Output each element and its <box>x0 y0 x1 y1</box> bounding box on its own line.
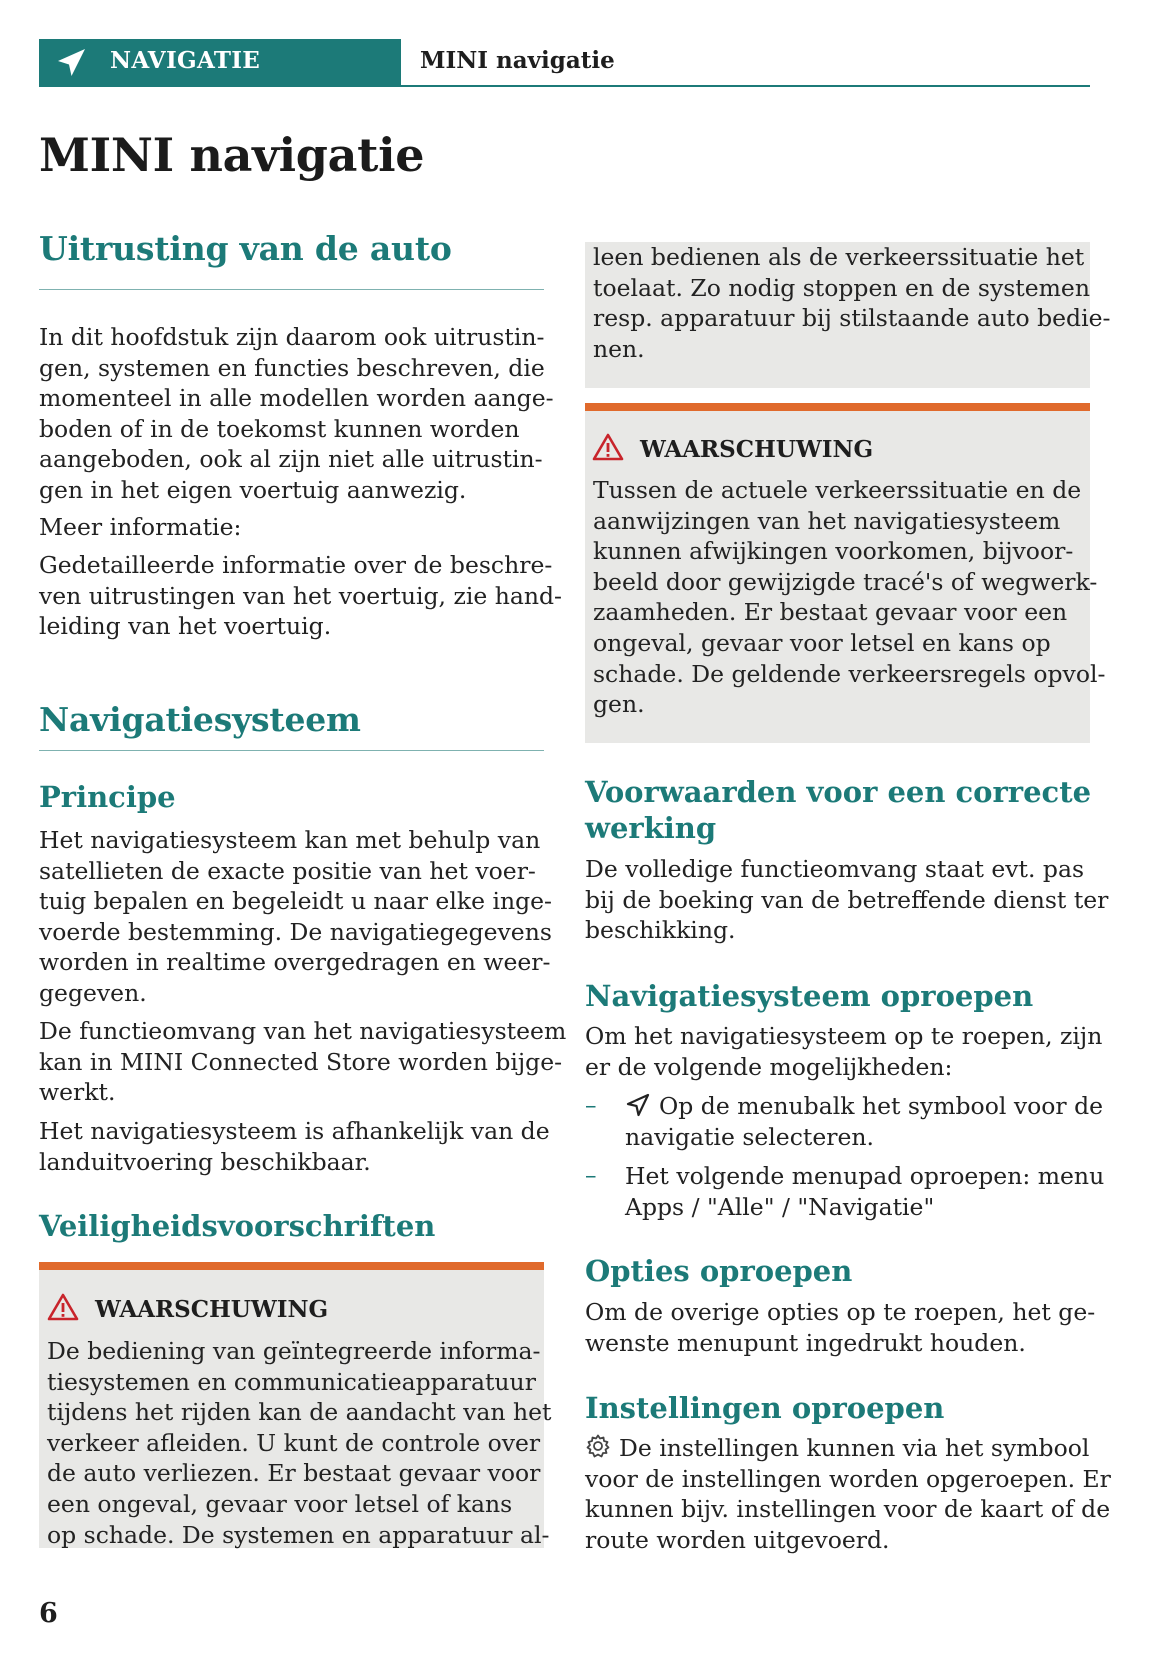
heading-navigatiesysteem: Navigatiesysteem <box>39 700 361 739</box>
paragraph-instellingen: De instellingen kunnen via het symbool voor de instellingen worden opgeroepen. Er kunnen bijv. instellingen voor de kaart of de route worden uitgevoerd. <box>585 1434 1111 1554</box>
heading-uitrusting: Uitrusting van de auto <box>39 229 452 268</box>
warning-title: WAARSCHUWING <box>95 1296 329 1323</box>
heading-rule <box>39 750 544 751</box>
heading-principe: Principe <box>39 780 176 814</box>
warning-title: WAARSCHUWING <box>640 436 874 463</box>
page-number: 6 <box>39 1598 58 1629</box>
paragraph-uitrusting: In dit hoofdstuk zijn daarom ook uitrustin- gen, systemen en functies beschreven, die momenteel in alle modellen worden aange- boden of in de toekomst kunnen worden aangeboden, ook al zijn niet alle uitrustin- gen in het eigen voertuig aanwezig. <box>39 323 554 504</box>
header-section-label: NAVIGATIE <box>110 47 261 74</box>
paragraph-opties: Om de overige opties op te roepen, het ge- wenste menupunt ingedrukt houden. <box>585 1298 1096 1357</box>
paragraph-gedetailleerd: Gedetailleerde informatie over de beschre- ven uitrustingen van het voertuig, zie hand- leiding van het voertuig. <box>39 551 562 641</box>
warning-text: Tussen de actuele verkeerssituatie en de aanwijzingen van het navigatiesysteem kunnen afwijkingen voorkomen, bijvoor- beeld door gewijzigde tracé's of wegwerk- zaamheden. Er bestaat gevaar voor een ongeval, gevaar voor letsel en kans op schade. De geldende verkeersregels opvol- gen. <box>593 476 1106 719</box>
list-bullet-dash: – <box>585 1163 597 1189</box>
warning-bar <box>39 1262 544 1270</box>
header-rule <box>401 85 1090 87</box>
paragraph-meer-informatie: Meer informatie: <box>39 513 242 541</box>
heading-voorwaarden: Voorwaarden voor een correcte werking <box>585 775 1092 845</box>
paragraph-voorwaarden: De volledige functieomvang staat evt. pas bij de boeking van de betreffende dienst ter beschikking. <box>585 855 1109 945</box>
navigation-arrow-icon <box>54 46 88 80</box>
heading-instellingen-oproepen: Instellingen oproepen <box>585 1391 945 1425</box>
list-item: Op de menubalk het symbool voor de navigatie selecteren. <box>625 1092 1104 1151</box>
heading-veiligheidsvoorschriften: Veiligheidsvoorschriften <box>39 1209 436 1243</box>
page-title: MINI navigatie <box>39 128 425 182</box>
warning-text: De bediening van geïntegreerde informa- tiesystemen en communicatieapparatuur tijdens het rijden kan de aandacht van het verkeer afleiden. U kunt de controle over de auto verliezen. Er bestaat gevaar voor een ongeval, gevaar voor letsel of kans op schade. De systemen en apparatuur al- <box>47 1337 552 1549</box>
paragraph-oproepen: Om het navigatiesysteem op te roepen, zijn er de volgende mogelijkheden: <box>585 1022 1103 1081</box>
warning-triangle-icon <box>47 1292 79 1322</box>
list-item: Het volgende menupad oproepen: menu Apps / "Alle" / "Navigatie" <box>625 1162 1105 1221</box>
warning-triangle-icon <box>592 432 624 462</box>
paragraph-functieomvang: De functieomvang van het navigatiesysteem kan in MINI Connected Store worden bijge- werkt. <box>39 1017 567 1107</box>
gear-icon <box>585 1433 611 1459</box>
list-bullet-dash: – <box>585 1093 597 1119</box>
warning-bar <box>585 403 1090 411</box>
heading-rule <box>39 289 544 290</box>
paragraph-principe: Het navigatiesysteem kan met behulp van satellieten de exacte positie van het voer- tuig bepalen en begeleidt u naar elke inge- voerde bestemming. De navigatiegegevens worden in realtime overgedragen en weer- gegeven. <box>39 826 552 1007</box>
warning-text-continued: leen bedienen als de verkeerssituatie het toelaat. Zo nodig stoppen en de systemen resp. apparatuur bij stilstaande auto bedie- nen. <box>593 243 1111 363</box>
heading-navigatiesysteem-oproepen: Navigatiesysteem oproepen <box>585 979 1034 1013</box>
paragraph-landuitvoering: Het navigatiesysteem is afhankelijk van de landuitvoering beschikbaar. <box>39 1117 550 1176</box>
heading-opties-oproepen: Opties oproepen <box>585 1254 853 1288</box>
header-page-label: MINI navigatie <box>420 47 615 74</box>
navigation-arrow-icon <box>625 1093 651 1117</box>
